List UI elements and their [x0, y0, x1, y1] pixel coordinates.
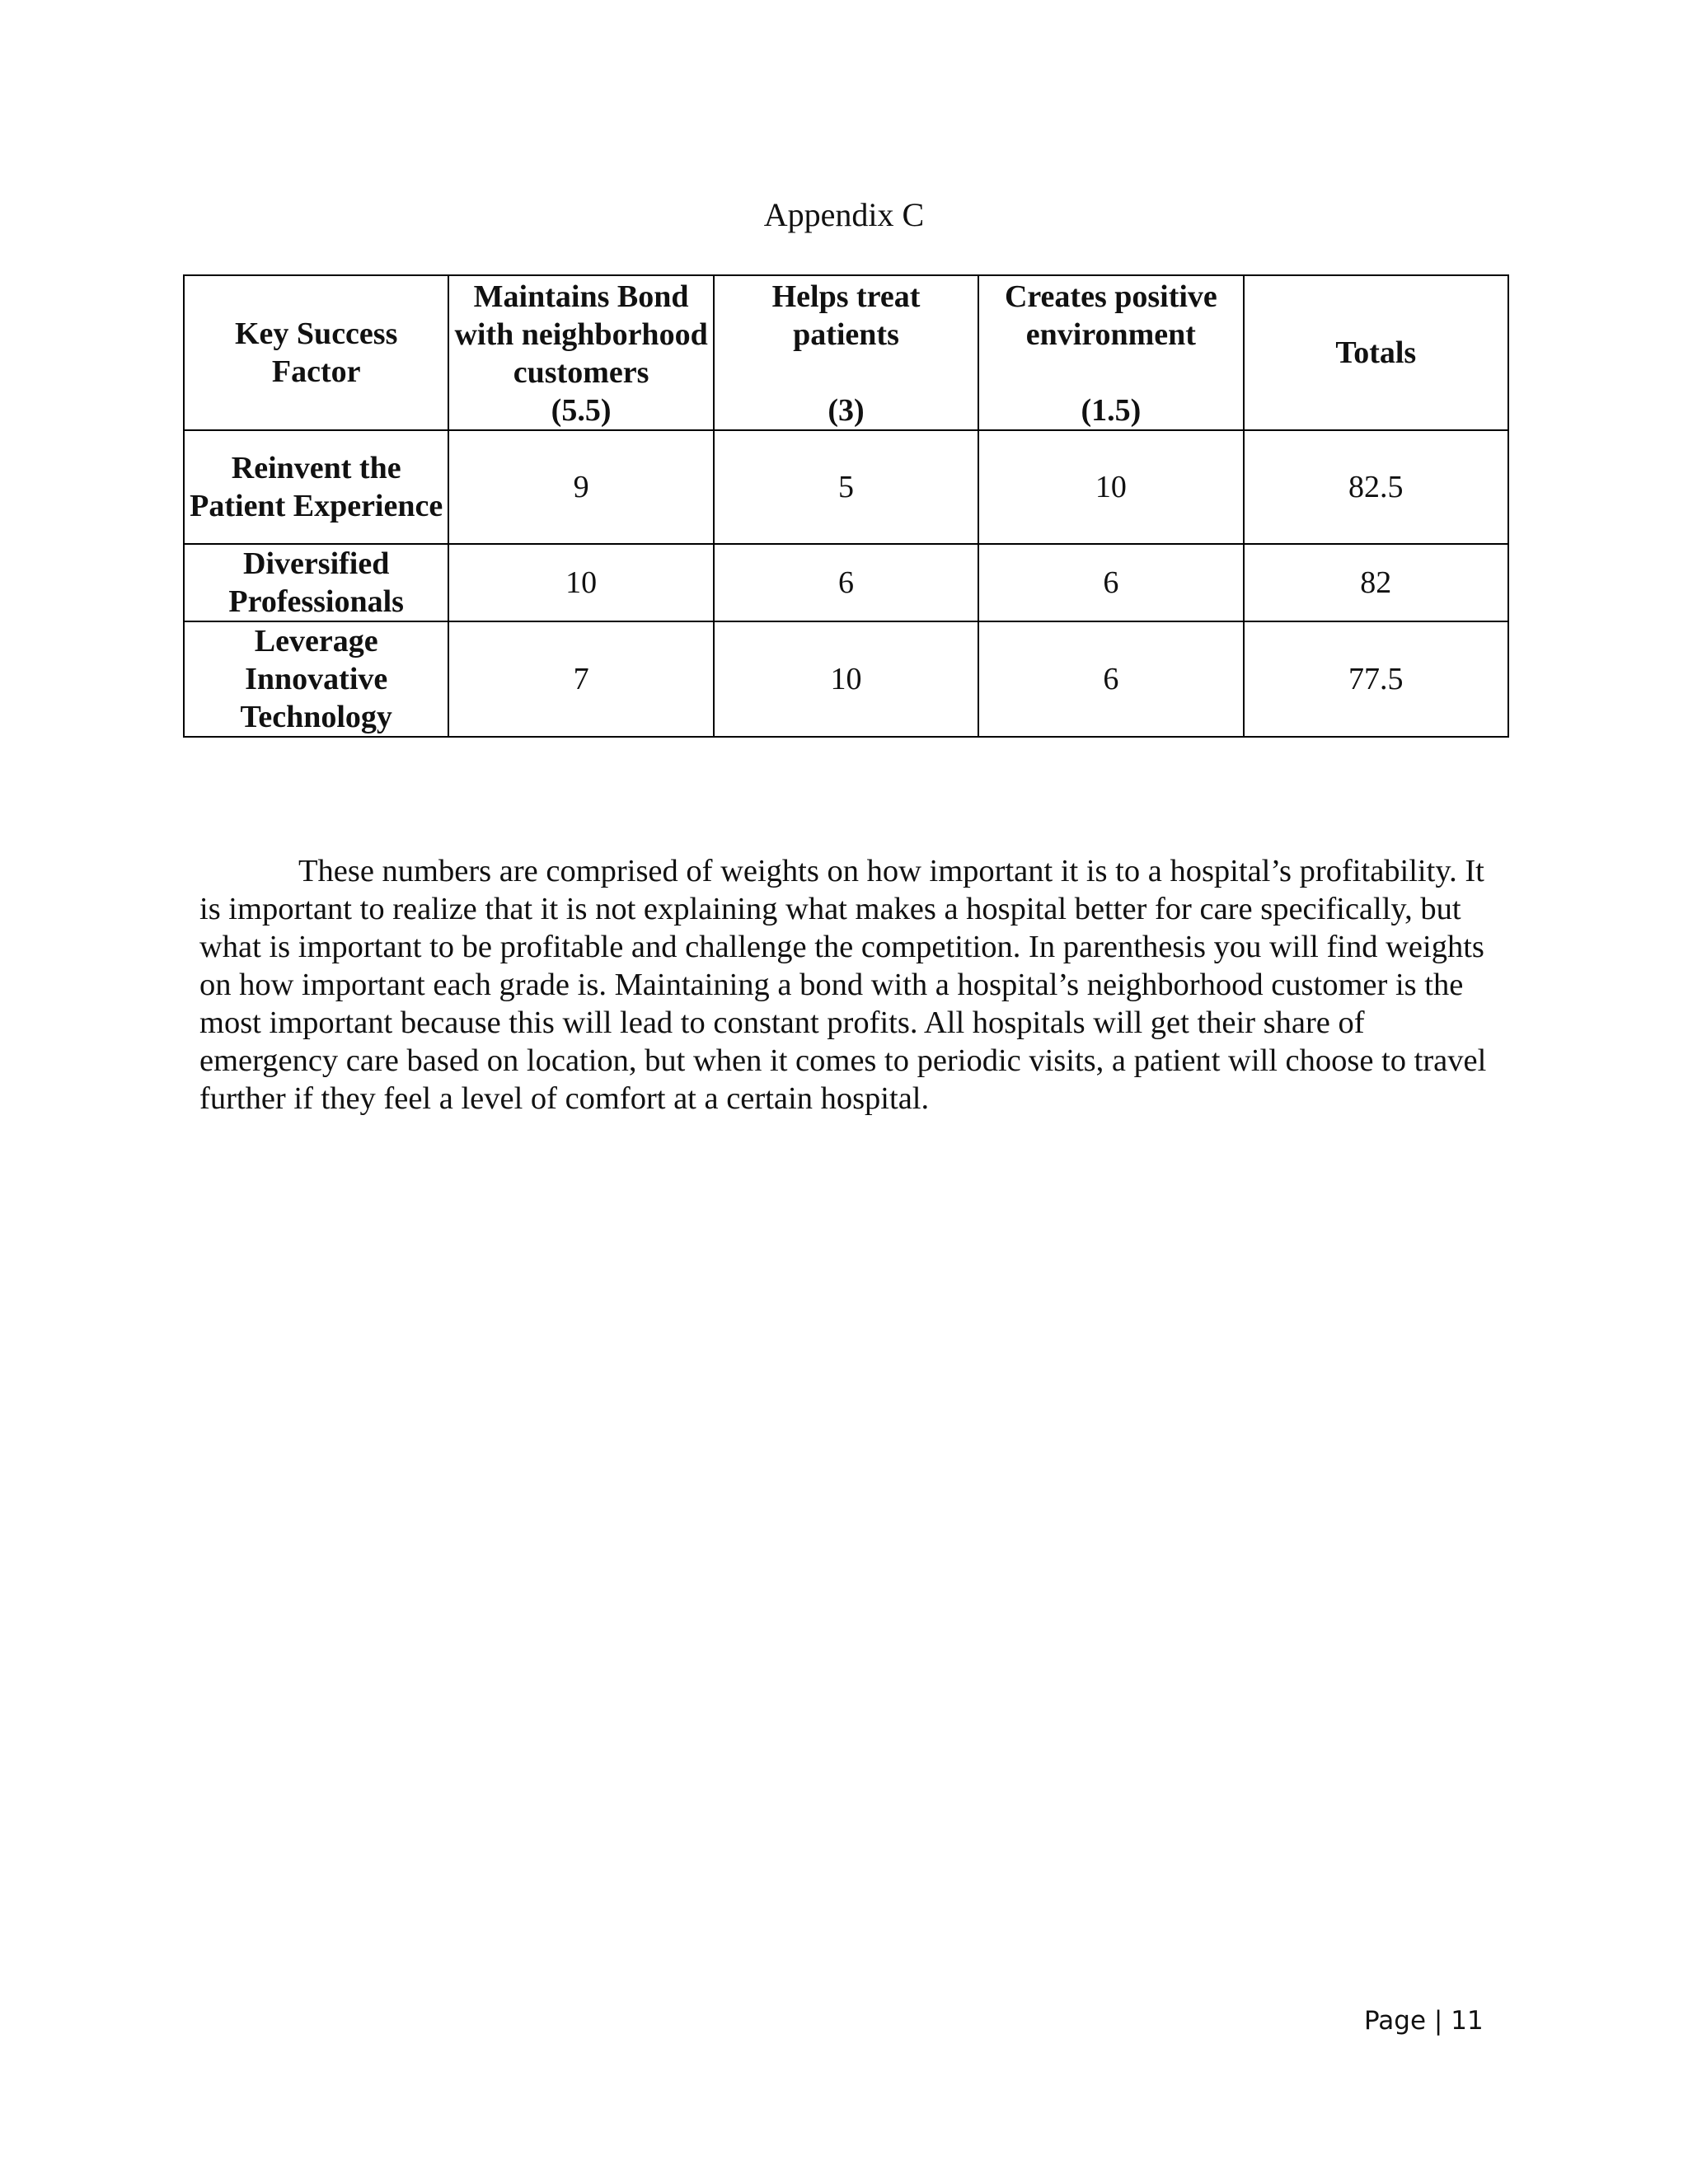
row-value-environment: 6 — [978, 621, 1243, 737]
row-value-environment: 10 — [978, 430, 1243, 544]
row-total: 82.5 — [1244, 430, 1508, 544]
row-value-treat: 5 — [714, 430, 978, 544]
header-maintains-bond-weight: (5.5) — [551, 393, 612, 428]
header-key-success-factor: Key Success Factor — [184, 275, 448, 430]
row-value-environment: 6 — [978, 544, 1243, 621]
row-value-bond: 7 — [448, 621, 713, 737]
header-creates-positive-label: Creates positive environment — [1004, 279, 1217, 352]
header-maintains-bond — [448, 275, 713, 430]
row-factor: Reinvent the Patient Experience — [184, 430, 448, 544]
page-label: Page — [1364, 2006, 1427, 2036]
row-total: 82 — [1244, 544, 1508, 621]
header-helps-treat — [714, 275, 978, 430]
row-value-treat: 6 — [714, 544, 978, 621]
page-separator: | — [1433, 2006, 1443, 2036]
header-creates-positive-weight: (1.5) — [1081, 393, 1142, 428]
row-factor: Diversified Professionals — [184, 544, 448, 621]
header-maintains-bond-label: Maintains Bond with neighborhood customers — [454, 279, 708, 390]
page-title: Appendix C — [763, 196, 925, 233]
row-total: 77.5 — [1244, 621, 1508, 737]
header-creates-positive — [978, 275, 1243, 430]
table-row — [184, 430, 1508, 544]
key-success-factor-table — [183, 274, 1509, 738]
page-footer — [1364, 2004, 1484, 2037]
header-helps-treat-label: Helps treat patients — [771, 279, 921, 352]
header-totals: Totals — [1244, 275, 1508, 430]
row-value-treat: 10 — [714, 621, 978, 737]
page-number: 11 — [1451, 2006, 1484, 2036]
table-header-row — [184, 275, 1508, 430]
table-row — [184, 621, 1508, 737]
body-paragraph: These numbers are comprised of weights on how important it is to a hospital’s profitability. It is important to realize that it is not explaining what makes a hospital better for care specifically, but what is important to be profitable and challenge the competition. In parenthesis you will find weights on how important each grade is. Maintaining a bond with a hospital’s neighborhood customer is the most important because this will lead to constant profits. All hospitals will get their share of emergency care based on location, but when it comes to periodic visits, a patient will choose to travel further if they feel a level of comfort at a certain hospital. — [199, 854, 1487, 1116]
row-factor: Leverage Innovative Technology — [184, 621, 448, 737]
table-row — [184, 544, 1508, 621]
header-helps-treat-weight: (3) — [828, 393, 865, 428]
row-value-bond: 10 — [448, 544, 713, 621]
row-value-bond: 9 — [448, 430, 713, 544]
